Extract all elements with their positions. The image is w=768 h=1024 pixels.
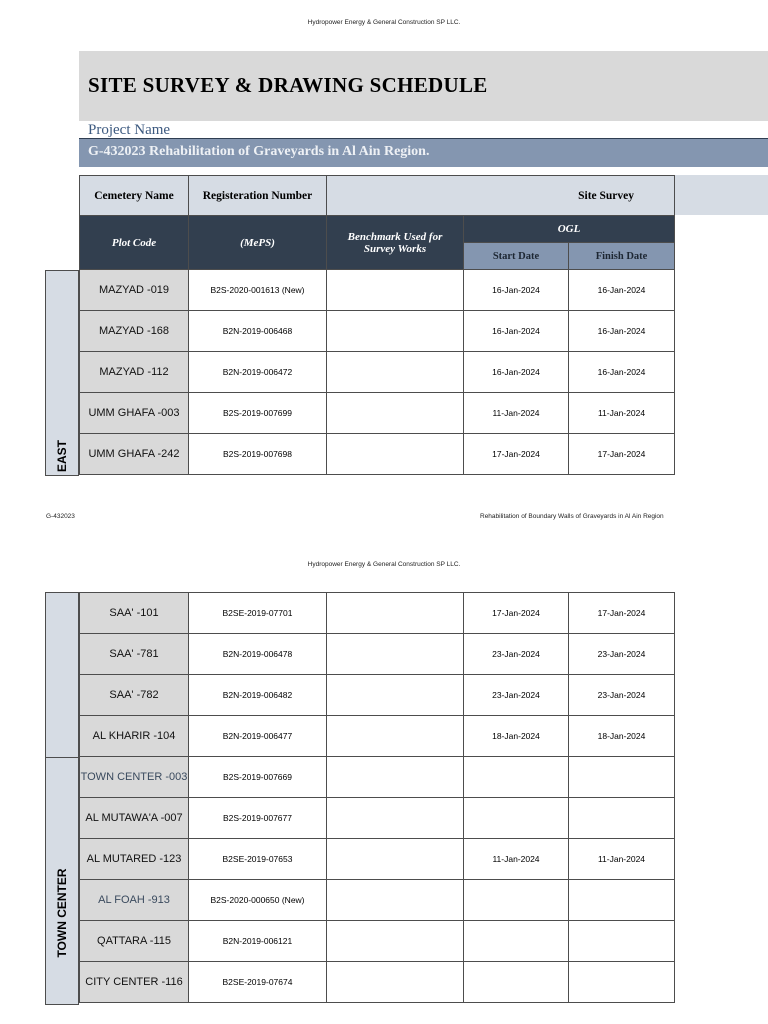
start-date-cell: 18-Jan-2024 xyxy=(464,716,569,757)
region-east-label: EAST xyxy=(55,439,69,473)
finish-date-cell xyxy=(569,798,675,839)
benchmark-cell xyxy=(327,798,464,839)
registration-cell: B2S-2020-000650 (New) xyxy=(189,880,327,921)
finish-date-cell: 17-Jan-2024 xyxy=(569,434,675,475)
start-date-cell: 17-Jan-2024 xyxy=(464,434,569,475)
registration-number-header: Registeration Number xyxy=(189,176,327,216)
ogl-header: OGL xyxy=(464,216,675,243)
finish-date-cell: 16-Jan-2024 xyxy=(569,311,675,352)
start-date-cell: 11-Jan-2024 xyxy=(464,393,569,434)
benchmark-cell xyxy=(327,270,464,311)
table-row xyxy=(80,593,675,634)
plot-code-cell: UMM GHAFA -242 xyxy=(80,434,189,475)
table-row xyxy=(80,798,675,839)
benchmark-cell xyxy=(327,880,464,921)
finish-date-cell xyxy=(569,962,675,1003)
plot-code-cell: QATTARA -115 xyxy=(80,921,189,962)
start-date-cell: 16-Jan-2024 xyxy=(464,352,569,393)
start-date-cell xyxy=(464,962,569,1003)
plot-code-header: Plot Code xyxy=(80,216,189,270)
start-date-cell xyxy=(464,798,569,839)
registration-cell: B2SE-2019-07674 xyxy=(189,962,327,1003)
footer-right: Rehabilitation of Boundary Walls of Graveyards in Al Ain Region xyxy=(480,513,664,520)
plot-code-cell: AL KHARIR -104 xyxy=(80,716,189,757)
benchmark-cell xyxy=(327,716,464,757)
plot-code-cell: SAA' -101 xyxy=(80,593,189,634)
finish-date-cell: 17-Jan-2024 xyxy=(569,593,675,634)
finish-date-cell xyxy=(569,921,675,962)
plot-code-cell: AL MUTARED -123 xyxy=(80,839,189,880)
start-date-cell: 23-Jan-2024 xyxy=(464,634,569,675)
table-row xyxy=(80,839,675,880)
header-band-extension xyxy=(673,175,768,215)
plot-code-cell: AL MUTAWA'A -007 xyxy=(80,798,189,839)
start-date-header: Start Date xyxy=(464,243,569,270)
project-name-bar xyxy=(79,138,768,167)
finish-date-cell: 23-Jan-2024 xyxy=(569,634,675,675)
registration-cell: B2N-2019-006482 xyxy=(189,675,327,716)
benchmark-cell xyxy=(327,634,464,675)
benchmark-cell xyxy=(327,352,464,393)
schedule-table-page1 xyxy=(79,175,675,475)
start-date-cell xyxy=(464,880,569,921)
registration-cell: B2N-2019-006468 xyxy=(189,311,327,352)
start-date-cell: 16-Jan-2024 xyxy=(464,311,569,352)
company-header: Hydropower Energy & General Construction SP LLC. xyxy=(307,19,461,26)
divider xyxy=(79,166,673,167)
registration-cell: B2S-2019-007677 xyxy=(189,798,327,839)
region-town-center xyxy=(45,757,79,1005)
page1-rows xyxy=(80,270,675,475)
benchmark-cell xyxy=(327,593,464,634)
table-row xyxy=(80,962,675,1003)
registration-cell: B2S-2020-001613 (New) xyxy=(189,270,327,311)
table-row xyxy=(80,270,675,311)
registration-cell: B2SE-2019-07653 xyxy=(189,839,327,880)
table-row xyxy=(80,757,675,798)
table-row xyxy=(80,716,675,757)
finish-date-cell: 11-Jan-2024 xyxy=(569,393,675,434)
plot-code-cell: SAA' -782 xyxy=(80,675,189,716)
finish-date-cell xyxy=(569,880,675,921)
benchmark-cell xyxy=(327,434,464,475)
company-header-page2: Hydropower Energy & General Construction SP LLC. xyxy=(307,561,461,568)
project-name-label: Project Name xyxy=(88,122,171,138)
registration-cell: B2N-2019-006121 xyxy=(189,921,327,962)
registration-cell: B2S-2019-007669 xyxy=(189,757,327,798)
plot-code-cell: UMM GHAFA -003 xyxy=(80,393,189,434)
benchmark-cell xyxy=(327,839,464,880)
start-date-cell xyxy=(464,757,569,798)
registration-cell: B2S-2019-007698 xyxy=(189,434,327,475)
finish-date-cell: 16-Jan-2024 xyxy=(569,270,675,311)
finish-date-cell: 11-Jan-2024 xyxy=(569,839,675,880)
table-row xyxy=(80,675,675,716)
title-band xyxy=(79,51,768,121)
table-row xyxy=(80,311,675,352)
meps-header: (MePS) xyxy=(189,216,327,270)
region-town-center-label: TOWN CENTER xyxy=(55,868,69,958)
finish-date-header: Finish Date xyxy=(569,243,675,270)
benchmark-cell xyxy=(327,311,464,352)
cemetery-name-header: Cemetery Name xyxy=(80,176,189,216)
start-date-cell: 23-Jan-2024 xyxy=(464,675,569,716)
benchmark-cell xyxy=(327,393,464,434)
registration-cell: B2S-2019-007699 xyxy=(189,393,327,434)
benchmark-cell xyxy=(327,757,464,798)
finish-date-cell xyxy=(569,757,675,798)
table-row xyxy=(80,393,675,434)
region-east xyxy=(45,270,79,476)
finish-date-cell: 23-Jan-2024 xyxy=(569,675,675,716)
registration-cell: B2N-2019-006472 xyxy=(189,352,327,393)
plot-code-cell: AL FOAH -913 xyxy=(80,880,189,921)
plot-code-cell: MAZYAD -112 xyxy=(80,352,189,393)
start-date-cell: 11-Jan-2024 xyxy=(464,839,569,880)
site-survey-header: Site Survey xyxy=(327,176,675,216)
registration-cell: B2N-2019-006478 xyxy=(189,634,327,675)
plot-code-cell: TOWN CENTER -003 xyxy=(80,757,189,798)
benchmark-cell xyxy=(327,675,464,716)
table-row xyxy=(80,352,675,393)
plot-code-cell: MAZYAD -168 xyxy=(80,311,189,352)
plot-code-cell: MAZYAD -019 xyxy=(80,270,189,311)
benchmark-cell xyxy=(327,962,464,1003)
page2-rows xyxy=(80,593,675,1003)
table-row xyxy=(80,434,675,475)
registration-cell: B2N-2019-006477 xyxy=(189,716,327,757)
plot-code-cell: CITY CENTER -116 xyxy=(80,962,189,1003)
project-name: G-432023 Rehabilitation of Graveyards in Al Ain Region. xyxy=(88,144,430,159)
start-date-cell xyxy=(464,921,569,962)
finish-date-cell: 18-Jan-2024 xyxy=(569,716,675,757)
finish-date-cell: 16-Jan-2024 xyxy=(569,352,675,393)
region-east-continued xyxy=(45,592,79,758)
plot-code-cell: SAA' -781 xyxy=(80,634,189,675)
registration-cell: B2SE-2019-07701 xyxy=(189,593,327,634)
schedule-table-page2 xyxy=(79,592,675,1003)
start-date-cell: 16-Jan-2024 xyxy=(464,270,569,311)
benchmark-cell xyxy=(327,921,464,962)
page-title: SITE SURVEY & DRAWING SCHEDULE xyxy=(88,73,488,97)
footer-left: G-432023 xyxy=(46,513,75,520)
benchmark-header: Benchmark Used for Survey Works xyxy=(327,216,464,270)
start-date-cell: 17-Jan-2024 xyxy=(464,593,569,634)
table-row xyxy=(80,880,675,921)
table-row xyxy=(80,921,675,962)
table-row xyxy=(80,634,675,675)
